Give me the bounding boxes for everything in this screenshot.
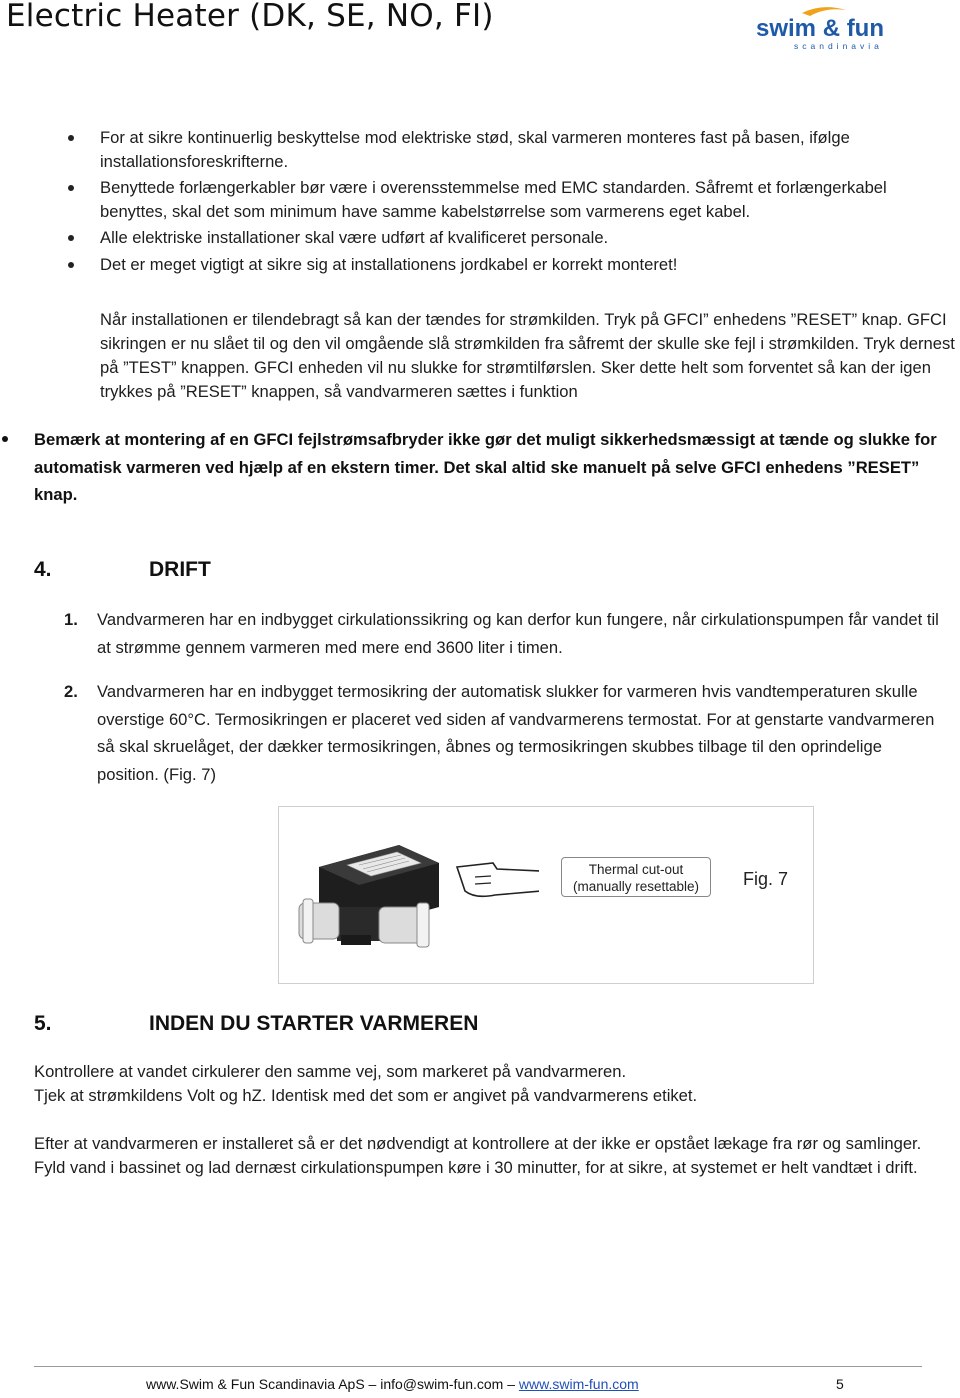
check-line-1: Kontrollere at vandet cirkulerer den samme vej, som markeret på vandvarmeren.: [34, 1062, 627, 1081]
logo-sub-text: scandinavia: [794, 41, 883, 51]
section-heading-inden-du-starter: [34, 1012, 478, 1036]
heater-illustration: [279, 807, 539, 983]
section-title: DRIFT: [149, 558, 211, 581]
section-number: 4.: [34, 558, 52, 581]
swim-fun-logo: [754, 4, 910, 52]
footer-contact: www.Swim & Fun Scandinavia ApS – info@swim-fun.com –: [146, 1376, 519, 1392]
item-text: Vandvarmeren har en indbygget cirkulationssikring og kan derfor kun fungere, når cirkulationspumpen får vandet til at strømme gennem varmeren med mere end 3600 liter i timen.: [97, 610, 939, 657]
gfci-note-text: Bemærk at montering af en GFCI fejlstrømsafbryder ikke gør det muligt sikkerhedsmæssigt at tænde og slukke for automatisk varmeren ved hjælp af en ekstern timer. Det skal altid ske manuelt på selve GFCI enhedens ”RESET” knap.: [34, 430, 937, 504]
callout-line-1: Thermal cut-out: [588, 862, 684, 877]
safety-bullet-list: [68, 126, 948, 279]
gfci-note: [0, 426, 956, 509]
section-title: INDEN DU STARTER VARMEREN: [149, 1012, 479, 1035]
check-paragraph: [34, 1060, 954, 1108]
leak-check-paragraph: Efter at vandvarmeren er installeret så er det nødvendigt at kontrollere at der ikke er opstået lækage fra rør og samlinger. Fyld vand i bassinet og lad dernæst cirkulationspumpen køre i 30 minutter, for at sikre, at systemet er helt vandtæt i drift.: [34, 1134, 922, 1177]
bullet-item: Alle elektriske installationer skal være udført af kvalificeret personale.: [68, 226, 948, 250]
bullet-dot: [2, 436, 8, 442]
bullet-item: Det er meget vigtigt at sikre sig at installationens jordkabel er korrekt monteret!: [68, 253, 948, 277]
figure-7: [278, 806, 814, 984]
item-number: 1.: [64, 610, 78, 629]
callout-line-2: (manually resettable): [572, 879, 700, 894]
logo-main-text: swim & fun: [756, 15, 885, 42]
drift-item-2: [64, 678, 944, 788]
bullet-item: For at sikre kontinuerlig beskyttelse mod elektriske stød, skal varmeren monteres fast på basen, ifølge installationsforeskrifterne.: [68, 126, 948, 173]
item-text: Vandvarmeren har en indbygget termosikring der automatisk slukker for varmeren hvis vandtemperaturen skulle overstige 60°C. Termosikringen er placeret ved siden af vandvarmerens termostat. For at genstarte vandvarmeren så skal skruelåget, der dækker termosikringen, åbnes og termosikringen skubbes tilbage til den oprindelige position. (Fig. 7): [97, 682, 935, 784]
item-number: 2.: [64, 682, 78, 701]
bullet-item: Benyttede forlængerkabler bør være i overensstemmelse med EMC standarden. Såfremt et forlængerkabel benyttes, skal det som minimum have samme kabelstørrelse som varmerens eget kabel.: [68, 176, 948, 223]
document-title: Electric Heater (DK, SE, NO, FI): [6, 0, 494, 34]
pointing-hand-icon: [457, 863, 539, 896]
page-number: 5: [836, 1376, 844, 1392]
drift-item-1: [64, 606, 944, 661]
footer-divider: [34, 1366, 922, 1367]
section-number: 5.: [34, 1012, 52, 1035]
thermal-cutout-callout: [561, 857, 711, 897]
section-heading-drift: [34, 558, 211, 582]
check-line-2: Tjek at strømkildens Volt og hZ. Identisk med det som er angivet på vandvarmerens etiket.: [34, 1085, 698, 1105]
installation-paragraph: Når installationen er tilendebragt så kan der tændes for strømkilden. Tryk på GFCI” enhedens ”RESET” knap. GFCI sikringen er nu slået til og den vil omgående slå strømkilden fra såfremt der skulle ske fejl i strømkilden. Tryk dernest på ”TEST” knappen. GFCI enheden vil nu slukke for strømtilførslen. Sker dette helt som forventet så kan der igen trykkes på ”RESET” knappen, så vandvarmeren sættes i funktion: [100, 310, 955, 401]
footer: [146, 1376, 844, 1392]
figure-label: Fig. 7: [743, 869, 789, 889]
footer-website-link[interactable]: www.swim-fun.com: [518, 1376, 639, 1392]
